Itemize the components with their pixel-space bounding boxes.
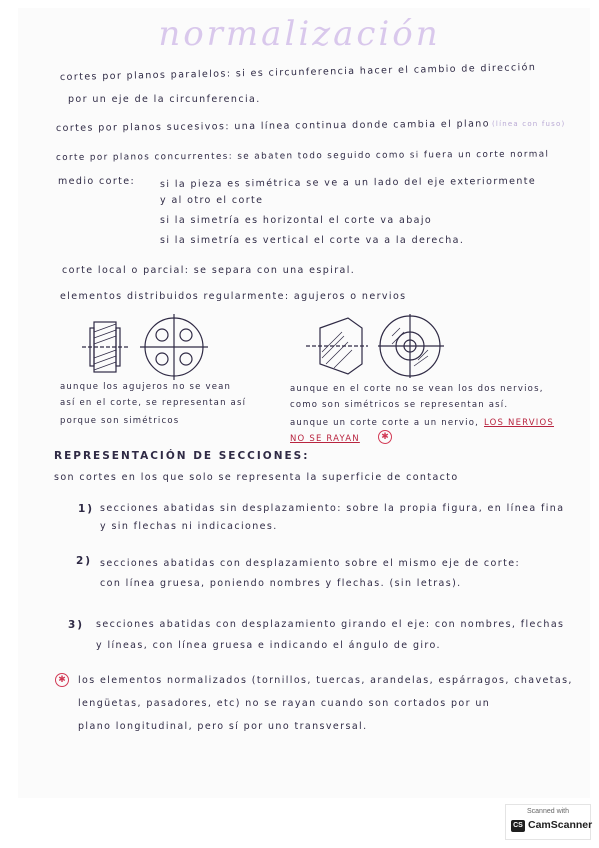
section-intro: son cortes en los que solo se representa la superficie de contacto (54, 472, 459, 483)
caption-left: así en el corte, se representan así (60, 398, 247, 408)
item-text: y líneas, con línea gruesa e indicando el ángulo de giro. (96, 640, 441, 651)
star-icon: ✱ (378, 430, 392, 444)
text-line: si la simetría es vertical el corte va a la derecha. (160, 235, 465, 246)
star-icon: ✱ (55, 673, 69, 687)
text-line: elementos distribuidos regularmente: agujeros o nervios (60, 291, 407, 302)
note-line: los elementos normalizados (tornillos, tuercas, arandelas, espárragos, chavetas, (78, 675, 573, 686)
caption-right: aunque en el corte no se vean los dos nervios, (290, 384, 544, 394)
text-line: medio corte: (58, 176, 136, 187)
holes-section-figure (82, 312, 217, 382)
caption-right: aunque un corte corte a un nervio, (290, 418, 480, 428)
caption-red: LOS NERVIOS (484, 418, 554, 428)
item-text: secciones abatidas con desplazamiento sobre el mismo eje de corte: (100, 558, 521, 569)
item-text: secciones abatidas con desplazamiento girando el eje: con nombres, flechas (96, 619, 565, 630)
text-line: y al otro el corte (160, 195, 264, 206)
text-line: si la simetría es horizontal el corte va abajo (160, 215, 433, 226)
text-line-faint: (línea con fuso) (492, 120, 566, 128)
text-line: corte por planos concurrentes: se abaten todo seguido como si fuera un corte normal (55, 149, 550, 163)
camscanner-logo-icon: CS (511, 820, 525, 832)
watermark-brand: CamScanner (528, 819, 593, 831)
page-title: normalización (158, 14, 441, 54)
camscanner-watermark (505, 804, 591, 840)
caption-left: aunque los agujeros no se vean (60, 382, 232, 392)
item-text: y sin flechas ni indicaciones. (100, 521, 278, 532)
caption-left: porque son simétricos (60, 416, 180, 426)
caption-red: NO SE RAYAN (290, 434, 360, 444)
item-number: 3) (68, 619, 85, 631)
note-line: lengüetas, pasadores, etc) no se rayan cuando son cortados por un (78, 698, 491, 709)
watermark-caption: Scanned with (526, 808, 570, 815)
item-number: 1) (78, 503, 95, 515)
item-text: con línea gruesa, poniendo nombres y flechas. (sin letras). (100, 578, 462, 589)
text-line: por un eje de la circunferencia. (68, 94, 261, 105)
item-text: secciones abatidas sin desplazamiento: sobre la propia figura, en línea fina (100, 503, 565, 514)
text-line: si la pieza es simétrica se ve a un lado del eje exteriormente (159, 175, 537, 190)
text-line: cortes por planos paralelos: si es circunferencia hacer el cambio de dirección (59, 62, 537, 83)
text-line: corte local o parcial: se separa con una espiral. (62, 265, 356, 276)
note-line: plano longitudinal, pero sí por uno transversal. (78, 721, 368, 732)
ribs-section-figure (300, 308, 450, 382)
text-line: cortes por planos sucesivos: una línea continua donde cambia el plano (55, 118, 490, 134)
item-number: 2) (76, 555, 93, 567)
caption-right: como son simétricos se representan así. (290, 400, 509, 410)
section-heading: REPRESENTACIÓN DE SECCIONES: (54, 450, 310, 462)
